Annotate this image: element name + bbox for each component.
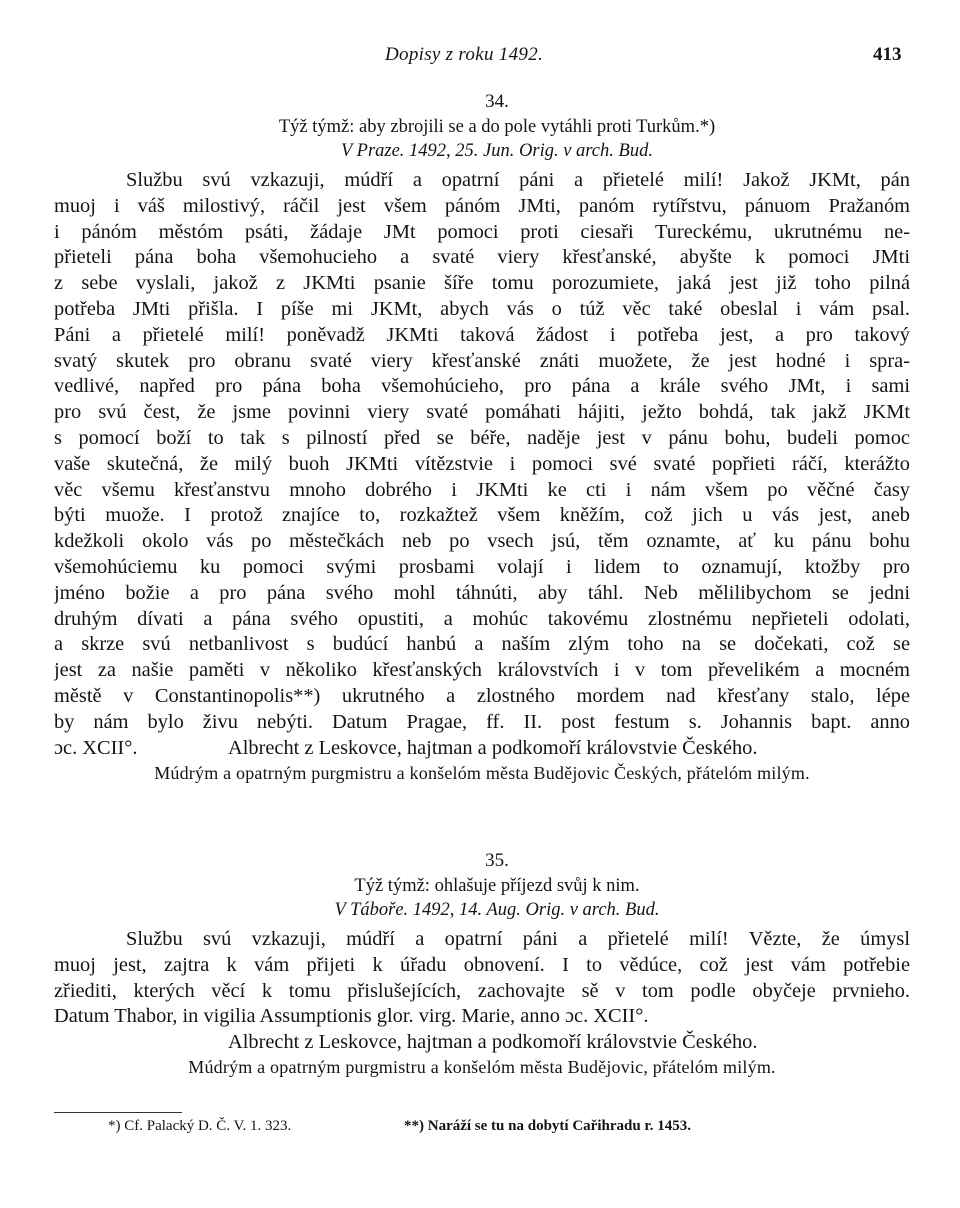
footnote-2: **) Naráží se tu na dobytí Cařihradu r. 1453. — [404, 1118, 691, 1134]
running-head-title: Dopisy z roku 1492. — [385, 44, 544, 65]
body-line: potřeba JMti přišla. I píše mi JKMt, abych vás o túž věc také obeslal i vám psal. — [54, 297, 910, 320]
footnote-rule — [54, 1112, 182, 1113]
body-line: vedlivé, napřed pro pána boha všemohúcieho, pro pána a krále svého JMt, i sami — [54, 375, 910, 398]
body-line: muoj jest, zajtra k vám přijeti k úřadu obnovení. I to vědúce, což jest vám potřebie — [54, 953, 910, 976]
body-line: i pánóm městóm psáti, žádaje JMt pomoci proti ciesaři Tureckému, ukrutnému ne- — [54, 220, 910, 243]
body-line: jméno božie a pro pána svého mohl táhnúti, aby táhl. Neb mělilibychom se jedni — [54, 581, 910, 604]
body-line: jest za našie paměti v několiko křesťanských královstvích i v tom převelikém a mocném — [54, 659, 910, 682]
body-line: Datum Thabor, in vigilia Assumptionis glor. virg. Marie, anno ɔc. XCII°. — [54, 1005, 649, 1028]
body-line: kdežkoli okolo vás po městečkách neb po vsech jsú, těm oznamte, ať ku pánu bohu — [54, 530, 910, 553]
letter-number: 34. — [485, 91, 509, 112]
letter-signature-block — [54, 736, 910, 761]
running-head — [0, 42, 960, 70]
body-line: z sebe vyslali, jakož z JKMti psanie šíře tomu porozumiete, jaká jest již toho pilná — [54, 272, 910, 295]
body-line: přieteli pána boha všemohucieho a svaté viery křesťanské, abyšte k pomoci JMti — [54, 246, 910, 269]
body-line: věc všemu křesťanstvu mnoho dobrého i JKMti ke cti i nám všem po věčné časy — [54, 478, 910, 501]
letter-address: Múdrým a opatrným purgmistru a konšelóm města Budějovic, přátelóm milým. — [188, 1057, 776, 1078]
footnotes — [108, 1118, 928, 1140]
letter-source: V Táboře. 1492, 14. Aug. Orig. v arch. Bud. — [334, 900, 660, 920]
body-line: druhým dívati a pána svého opustiti, a mohúc takovému zlostnému nepřieteli odolati, — [54, 607, 910, 630]
body-line: svatý skutek pro obranu svaté viery křesťanské znáti muožete, že jest hodné i spra- — [54, 349, 910, 372]
date-tail: ɔc. XCII°. — [54, 736, 138, 759]
body-line: Službu svú vzkazuji, múdří a opatrní páni a přietelé milí! Vězte, že úmysl — [126, 928, 910, 950]
letter-summary: Týž týmž: aby zbrojili se a do pole vytáhli proti Turkům.*) — [278, 117, 716, 137]
signature: Albrecht z Leskovce, hajtman a podkomoří královstvie Českého. — [228, 736, 758, 759]
body-line: všemohúciemu ku pomoci svými prosbami volají i lidem to oznamují, ktožby pro — [54, 555, 910, 578]
letter-source: V Praze. 1492, 25. Jun. Orig. v arch. Bud. — [341, 141, 653, 161]
letter-body — [54, 168, 910, 736]
letter-signature-block — [54, 1030, 910, 1055]
body-line: Páni a přietelé milí! poněvadž JKMti taková žádost i potřeba jest, a pro takový — [54, 323, 910, 346]
signature: Albrecht z Leskovce, hajtman a podkomoří královstvie Českého. — [228, 1031, 758, 1054]
body-line: vaše skutečná, že milý buoh JKMti vítězstvie i pomoci své svaté popřieti ráčí, kterážto — [54, 452, 910, 475]
body-line: a skrze svú netbanlivost s budúcí hanbú a naším zlým toho na se dočekati, což se — [54, 633, 910, 656]
body-line: zřiediti, kterých věcí k tomu přislušejících, zachovajte sě v tom podle obyčeje prvnieho. — [54, 979, 910, 1002]
body-line: s pomocí boží to tak s pilností před se béře, naděje jest v pánu bohu, budeli pomoc — [54, 426, 910, 449]
body-line: pro svú čest, že jsme povinni viery svaté pomáhati hájiti, ježto bohdá, tak jakž JKMt — [54, 401, 910, 424]
letter-body — [54, 927, 910, 1030]
body-line: Službu svú vzkazuji, múdří a opatrní páni a přietelé milí! Jakož JKMt, pán — [126, 169, 910, 191]
body-line: by nám bylo živu nebýti. Datum Pragae, ff. II. post festum s. Johannis bapt. anno — [54, 710, 910, 733]
letter-summary: Týž týmž: ohlašuje příjezd svůj k nim. — [354, 876, 640, 896]
letter-34 — [54, 88, 910, 785]
letter-35 — [54, 847, 910, 1079]
body-line: městě v Constantinopolis**) ukrutného a zlostného mordem nad křesťany stalo, lépe — [54, 684, 910, 707]
page-number: 413 — [873, 44, 902, 65]
footnote-1: *) Cf. Palacký D. Č. V. 1. 323. — [108, 1118, 292, 1134]
letter-number: 35. — [485, 850, 509, 871]
body-line: býti muože. I protož znajíce to, rozkažtež všem kněžím, což jich u vás jest, aneb — [54, 504, 910, 527]
body-line: muoj i váš milostivý, ráčil jest všem pánóm JMti, panóm rytířstvu, pánuom Pražanóm — [54, 194, 910, 217]
letter-address: Múdrým a opatrným purgmistru a konšelóm města Budějovic Českých, přátelóm milým. — [154, 762, 810, 783]
